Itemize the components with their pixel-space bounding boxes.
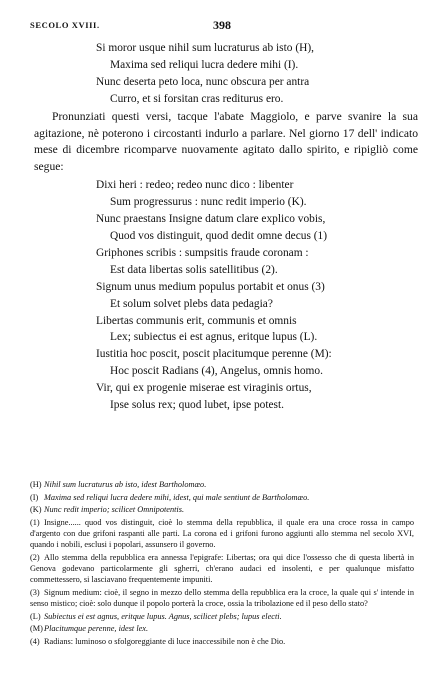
footnote-marker: (K) <box>30 505 42 515</box>
verse-line: Quod vos distinguit, quod dedit omne decus (1) <box>110 229 328 242</box>
footnote <box>30 479 414 490</box>
verse-line: Libertas communis erit, communis et omnis <box>96 314 297 327</box>
footnotes <box>30 479 414 648</box>
footnote <box>30 492 414 503</box>
footnote-text: Placitumque perenne, idest lex. <box>44 624 149 634</box>
verse-line: Maxima sed reliqui lucra dedere mihi (I). <box>110 58 299 71</box>
footnote-text: Allo stemma della repubblica era annessa l'epigrafe: Libertas; ora qui dice l'ossesso che di questa libertà in Genova godevano particolarmente gli sgherri, ch'erano audaci ed insolenti, e per qualunque misfatto commettessero, si lasciavano frequentemente impuniti. <box>30 552 414 585</box>
footnote <box>30 587 414 609</box>
footnote-text: Radians: luminoso o sfolgoreggiante di luce inaccessibile non è che Dio. <box>44 636 286 646</box>
verse-line: Lex; subiectus ei est agnus, eritque lupus (L). <box>110 331 318 344</box>
verse-line: Vir, qui ex progenie miserae est viraginis ortus, <box>96 382 312 395</box>
footnote <box>30 552 414 586</box>
verse-line: Signum unus medium populus portabit et onus (3) <box>96 280 325 293</box>
footnote-marker: (H) <box>30 480 42 489</box>
verse-line: Si moror usque nihil sum lucraturus ab isto (H), <box>96 42 314 54</box>
verse-line: Griphones scribis : sumpsitis fraude coronam : <box>96 246 309 259</box>
footnote <box>30 636 414 647</box>
main-text <box>34 40 418 414</box>
footnote-text: Maxima sed reliqui lucra dedere mihi, idest, qui male sentiunt de Bartholomæo. <box>44 492 310 502</box>
footnote-marker: (M) <box>30 624 43 634</box>
running-head: SECOLO XVIII. <box>30 20 100 30</box>
footnote-marker: (4) <box>30 636 40 646</box>
footnote-text: Signum medium: cioè, il segno in mezzo dello stemma della repubblica era la croce, la quale qui s' intende in senso mistico; cioè: solo dunque il popolo porterà la croce, ossia la tribolazione ed il peso dello stato? <box>30 587 414 608</box>
verse-line: Sum progressurus : nunc redit imperio (K). <box>110 196 307 209</box>
verse-line: Nunc praestans Insigne datum clare explico vobis, <box>96 213 326 226</box>
verse-line: Curro, et si forsitan cras rediturus ero. <box>110 92 284 105</box>
footnote-text: Insigne...... quod vos distinguit, cioè lo stemma della repubblica, il quale era una croce rossa in campo d'argento con due grifoni raspanti alle parti. La corona ed i grifoni furono aggiunti allo stemma nel secolo XVI, quando i nobili, esclusi i popolari, assunsero il governo. <box>30 517 414 550</box>
footnote <box>30 504 414 515</box>
footnote <box>30 623 414 634</box>
page-number: 398 <box>213 18 231 32</box>
verse-line: Hoc poscit Radians (4), Angelus, omnis homo. <box>110 365 323 378</box>
verse-stanza-bottom <box>34 177 418 414</box>
footnote-marker: (3) <box>30 587 40 597</box>
page-header <box>30 18 414 32</box>
footnote-marker: (I) <box>30 492 39 502</box>
verse-line: Iustitia hoc poscit, poscit placitumque perenne (M): <box>96 348 332 361</box>
verse-line: Est data libertas solis satellitibus (2). <box>110 263 278 276</box>
footnote <box>30 611 414 622</box>
footnote-marker: (2) <box>30 552 40 562</box>
verse-line: Dixi heri : redeo; redeo nunc dico : libenter <box>96 179 294 192</box>
verse-line: Nunc deserta peto loca, nunc obscura per antra <box>96 75 310 88</box>
footnote-text: Nunc redit imperio; scilicet Omnipotentis. <box>44 505 185 515</box>
footnote-marker: (1) <box>30 517 40 527</box>
prose-paragraph: Pronunziati questi versi, tacque l'abate Maggiolo, e parve svanire la sua agitazione, nè poterono i circostanti indurlo a parlare. Nel giorno 17 dell' indicato mese di dicembre ricomparve nuovamente agitato dallo spirito, e ripigliò come segue: <box>34 109 418 174</box>
footnote <box>30 517 414 551</box>
footnote-marker: (L) <box>30 611 41 621</box>
verse-stanza-top <box>34 40 418 108</box>
verse-line: Et solum solvet plebs data pedagia? <box>110 297 273 310</box>
verse-line: Ipse solus rex; quod lubet, ipse potest. <box>110 399 285 412</box>
footnote-text: Nihil sum lucraturus ab isto, idest Bartholomæo. <box>44 480 207 489</box>
footnote-text: Subiectus ei est agnus, eritque lupus. Agnus, scilicet plebs; lupus electi. <box>44 611 282 621</box>
